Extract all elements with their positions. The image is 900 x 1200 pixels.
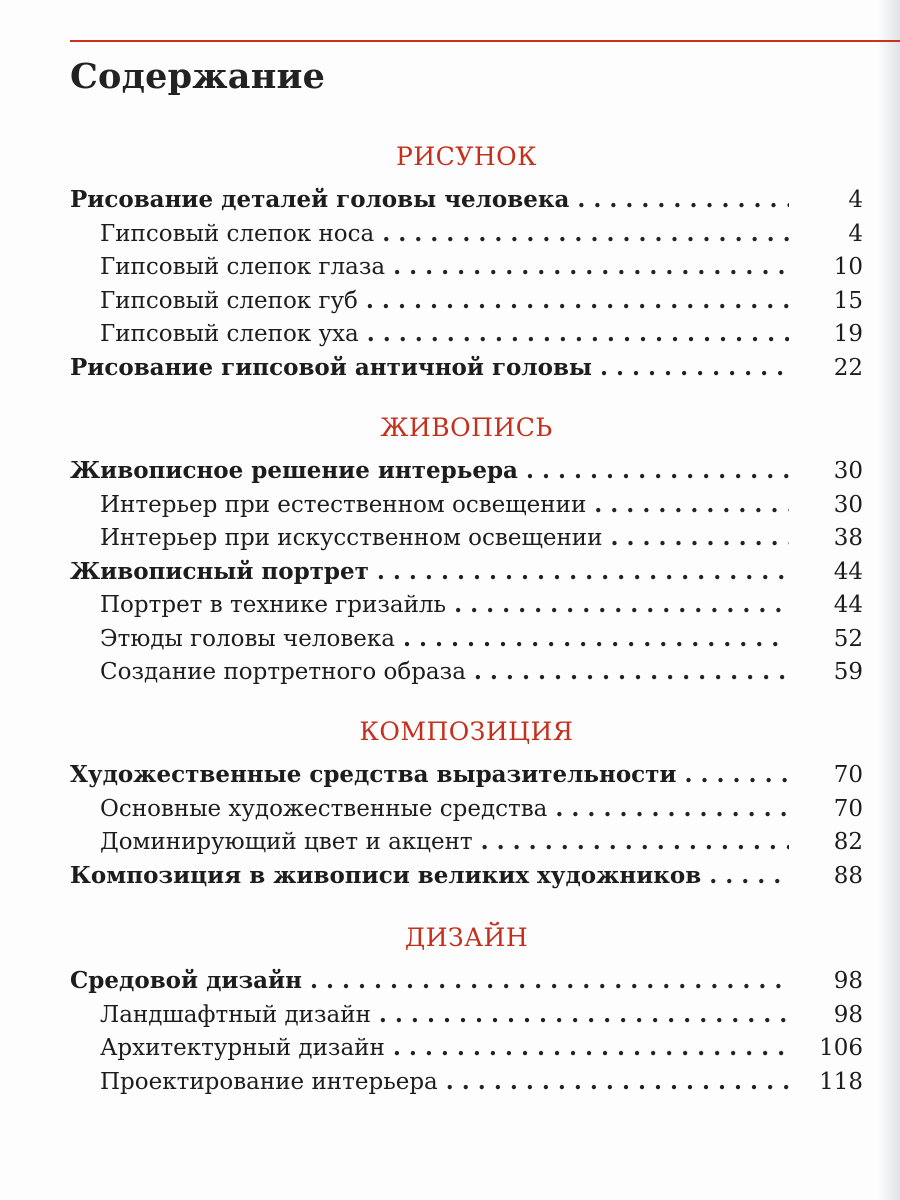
toc-subentry[interactable] bbox=[70, 1031, 863, 1065]
toc-section-composition bbox=[70, 712, 863, 892]
toc-subentry[interactable] bbox=[70, 655, 863, 689]
page-number: 98 bbox=[833, 1001, 863, 1028]
toc-subentry[interactable] bbox=[70, 217, 863, 251]
dot-leader bbox=[403, 622, 789, 656]
entry-title: Рисование деталей головы человека bbox=[70, 186, 570, 213]
toc-subentry[interactable] bbox=[70, 488, 863, 522]
entry-title: Интерьер при естественном освещении bbox=[100, 491, 587, 518]
page-number: 52 bbox=[833, 625, 863, 652]
toc-subentry[interactable] bbox=[70, 250, 863, 284]
page-number: 44 bbox=[833, 558, 863, 585]
entry-title: Гипсовый слепок носа bbox=[100, 220, 375, 247]
toc-entry[interactable] bbox=[70, 859, 863, 893]
page-number: 98 bbox=[833, 968, 863, 994]
dot-leader bbox=[379, 998, 789, 1032]
page-title: Содержание bbox=[70, 56, 326, 97]
toc-subentry[interactable] bbox=[70, 998, 863, 1032]
dot-leader bbox=[685, 758, 790, 792]
entry-title: Интерьер при искусственном освещении bbox=[100, 525, 603, 551]
dot-leader bbox=[382, 217, 789, 251]
page-number: 4 bbox=[848, 220, 863, 247]
toc-section-design bbox=[70, 918, 863, 1098]
dot-leader bbox=[600, 351, 789, 385]
page-number: 30 bbox=[833, 491, 863, 518]
dot-leader bbox=[393, 1031, 789, 1065]
entry-title: Архитектурный дизайн bbox=[100, 1035, 385, 1061]
dot-leader bbox=[310, 964, 789, 998]
page-number: 15 bbox=[833, 287, 863, 314]
entry-title: Живописный портрет bbox=[70, 557, 369, 585]
page-number: 30 bbox=[833, 458, 863, 484]
page-number: 10 bbox=[833, 254, 863, 280]
toc-subentry[interactable] bbox=[70, 317, 863, 351]
entry-title: Рисование гипсовой античной головы bbox=[70, 353, 592, 381]
entry-title: Гипсовый слепок уха bbox=[100, 321, 359, 347]
section-heading: ДИЗАЙН bbox=[404, 923, 529, 952]
page-number: 44 bbox=[833, 592, 863, 618]
page-number: 118 bbox=[819, 1068, 863, 1095]
toc-subentry[interactable] bbox=[70, 622, 863, 656]
section-heading: КОМПОЗИЦИЯ bbox=[359, 717, 574, 746]
page-number: 106 bbox=[819, 1035, 863, 1061]
entry-title: Доминирующий цвет и акцент bbox=[100, 829, 473, 855]
page-number: 4 bbox=[848, 187, 863, 213]
dot-leader bbox=[610, 521, 789, 555]
section-heading: ЖИВОПИСЬ bbox=[380, 413, 553, 442]
entry-title: Живописное решение интерьера bbox=[70, 457, 518, 484]
page-number: 38 bbox=[833, 525, 863, 551]
toc-section-drawing bbox=[70, 137, 863, 384]
entry-title: Художественные средства выразительности bbox=[70, 761, 677, 788]
dot-leader bbox=[526, 454, 789, 488]
toc-entry[interactable] bbox=[70, 454, 863, 488]
page-number: 88 bbox=[833, 862, 863, 889]
entry-title: Гипсовый слепок губ bbox=[100, 287, 358, 314]
dot-leader bbox=[393, 250, 789, 284]
dot-leader bbox=[377, 555, 789, 589]
entry-title: Средовой дизайн bbox=[70, 967, 302, 994]
page-edge-shadow bbox=[878, 0, 900, 1200]
toc-section-painting bbox=[70, 408, 863, 689]
top-rule bbox=[70, 40, 900, 42]
toc-subentry[interactable] bbox=[70, 792, 863, 826]
dot-leader bbox=[594, 488, 789, 522]
toc-subentry[interactable] bbox=[70, 1065, 863, 1099]
dot-leader bbox=[481, 825, 789, 859]
dot-leader bbox=[454, 588, 789, 622]
dot-leader bbox=[474, 655, 789, 689]
entry-title: Основные художественные средства bbox=[100, 795, 548, 822]
toc-subentry[interactable] bbox=[70, 588, 863, 622]
entry-title: Композиция в живописи великих художников bbox=[70, 861, 702, 889]
dot-leader bbox=[709, 859, 789, 893]
toc-subentry[interactable] bbox=[70, 825, 863, 859]
toc-entry[interactable] bbox=[70, 964, 863, 998]
page-number: 82 bbox=[833, 829, 863, 855]
entry-title: Проектирование интерьера bbox=[100, 1068, 438, 1095]
dot-leader bbox=[577, 183, 789, 217]
toc-entry[interactable] bbox=[70, 351, 863, 385]
section-heading: РИСУНОК bbox=[396, 142, 537, 171]
dot-leader bbox=[446, 1065, 789, 1099]
toc-entry[interactable] bbox=[70, 758, 863, 792]
toc-subentry[interactable] bbox=[70, 284, 863, 318]
entry-title: Гипсовый слепок глаза bbox=[100, 254, 386, 280]
dot-leader bbox=[366, 284, 789, 318]
toc-entry[interactable] bbox=[70, 555, 863, 589]
page-number: 19 bbox=[833, 321, 863, 347]
page-number: 70 bbox=[833, 795, 863, 822]
toc-entry[interactable] bbox=[70, 183, 863, 217]
entry-title: Этюды головы человека bbox=[100, 625, 395, 652]
entry-title: Ландшафтный дизайн bbox=[100, 1001, 371, 1028]
dot-leader bbox=[555, 792, 789, 826]
page-number: 70 bbox=[833, 762, 863, 788]
toc-subentry[interactable] bbox=[70, 521, 863, 555]
entry-title: Создание портретного образа bbox=[100, 659, 466, 685]
entry-title: Портрет в технике гризайль bbox=[100, 592, 447, 618]
page-number: 22 bbox=[833, 354, 863, 381]
page-number: 59 bbox=[833, 659, 863, 685]
dot-leader bbox=[367, 317, 789, 351]
